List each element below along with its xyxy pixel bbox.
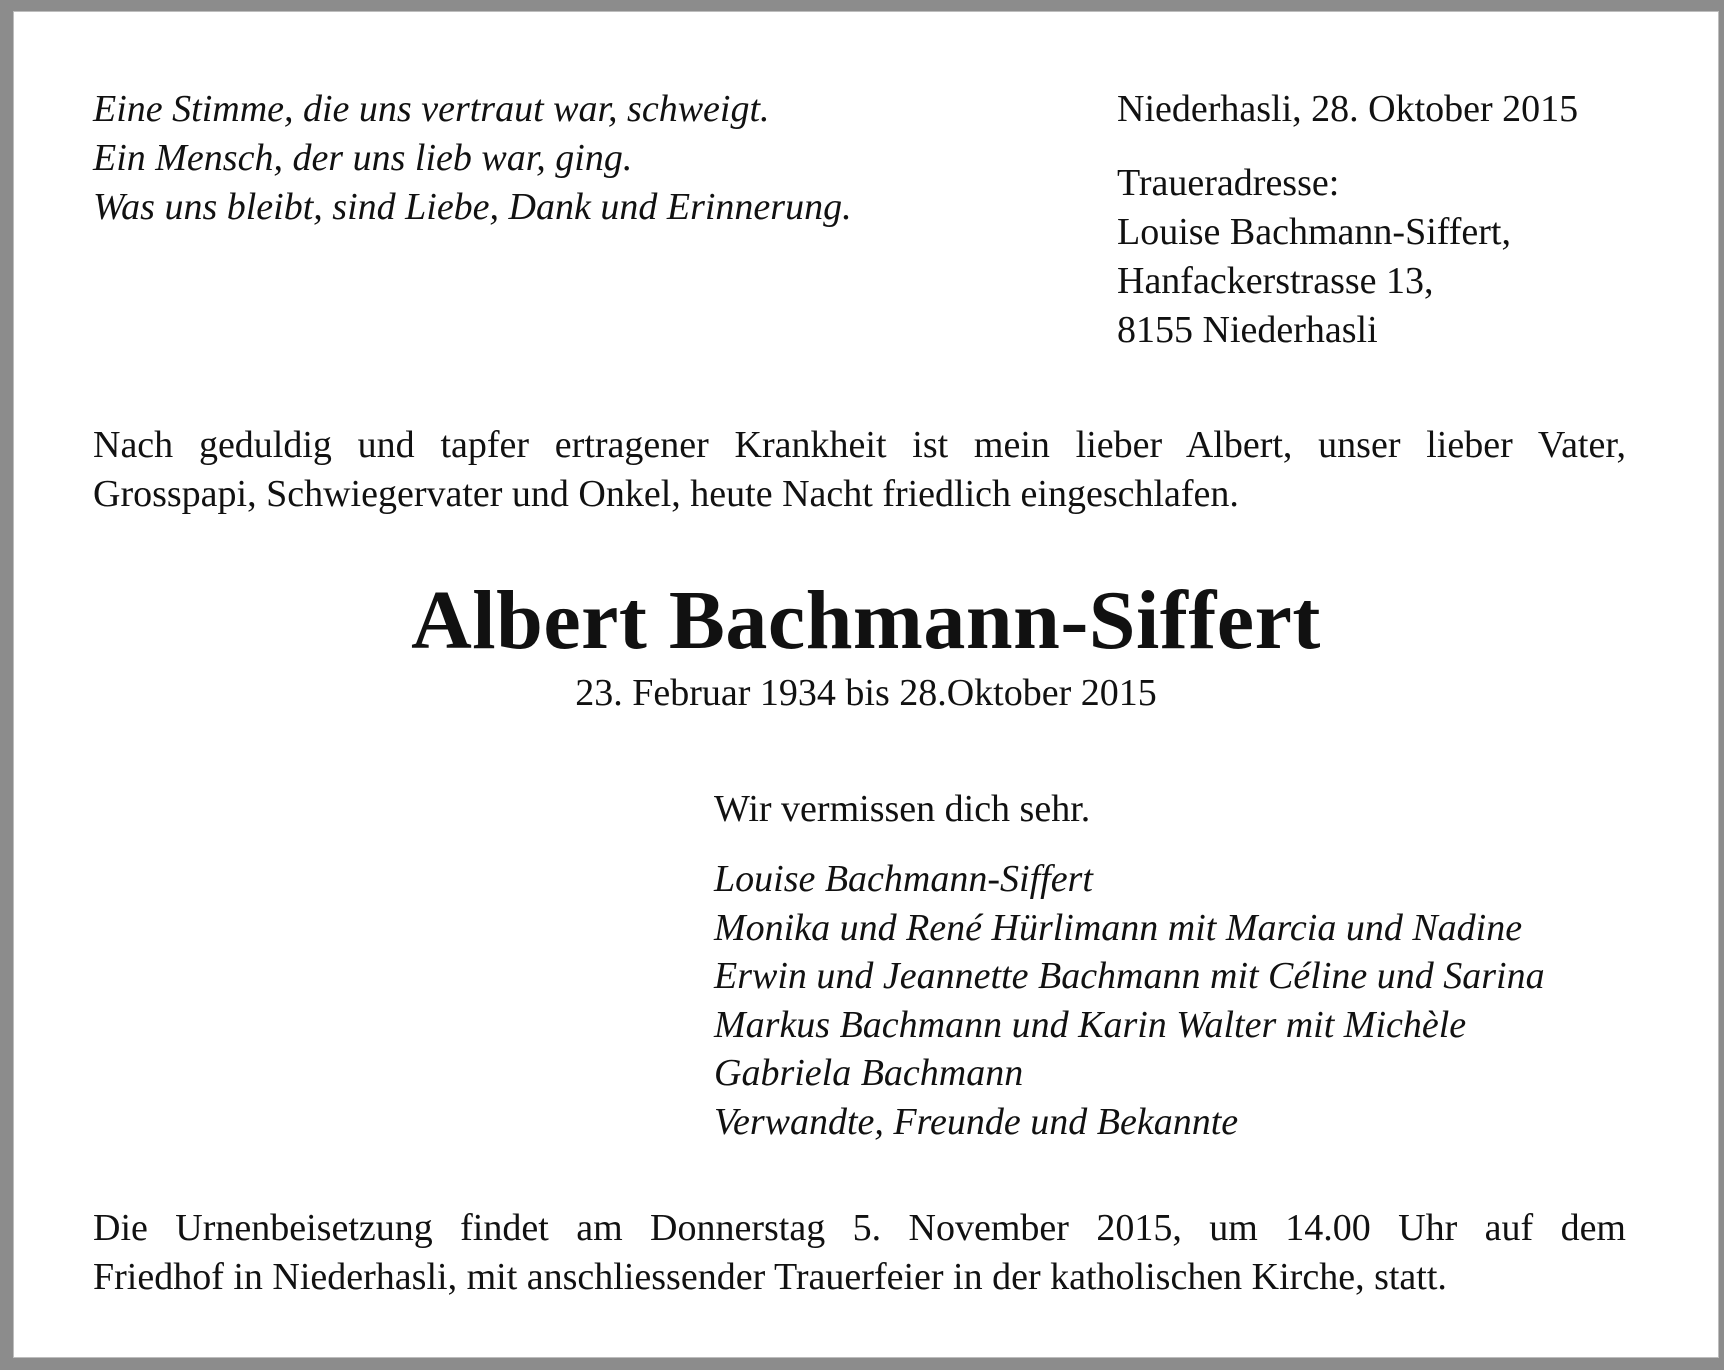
mourners-list (714, 855, 1545, 1146)
mourning-address (1117, 159, 1511, 355)
mourner-name: Gabriela Bachmann (714, 1052, 1024, 1094)
notice-line: Grosspapi, Schwiegervater und Onkel, heute Nacht friedlich eingeschlafen. (93, 473, 1239, 515)
mourner-name: Markus Bachmann und Karin Walter mit Michèle (714, 1003, 1467, 1046)
notice-line: Nach geduldig und tapfer ertragener Krankheit ist mein lieber Albert, unser lieber Vater, (93, 424, 1626, 466)
address-line: Hanfackerstrasse 13, (1117, 260, 1434, 302)
poem-line: Ein Mensch, der uns lieb war, ging. (93, 137, 633, 179)
poem-line: Eine Stimme, die uns vertraut war, schweigt. (93, 88, 770, 130)
mourner-name: Verwandte, Freunde und Bekannte (714, 1100, 1239, 1143)
obituary-notice (13, 11, 1719, 1358)
address-line: Louise Bachmann-Siffert, (1117, 211, 1511, 253)
death-notice-text (93, 421, 1626, 519)
mourner-name: Erwin und Jeannette Bachmann mit Céline und Sarina (714, 955, 1545, 997)
place-and-date: Niederhasli, 28. Oktober 2015 (1117, 88, 1579, 130)
ceremony-info (93, 1204, 1626, 1302)
address-label: Traueradresse: (1117, 162, 1340, 204)
deceased-name: Albert Bachmann-Siffert (411, 574, 1321, 667)
mourner-name: Monika und René Hürlimann mit Marcia und Nadine (714, 906, 1523, 949)
life-dates: 23. Februar 1934 bis 28.Oktober 2015 (575, 672, 1157, 714)
address-line: 8155 Niederhasli (1117, 309, 1378, 351)
memorial-poem (93, 85, 852, 232)
mourner-name: Louise Bachmann-Siffert (714, 858, 1093, 900)
mourners-intro: Wir vermissen dich sehr. (714, 788, 1091, 830)
ceremony-line: Die Urnenbeisetzung findet am Donnerstag 5. November 2015, um 14.00 Uhr auf dem (93, 1207, 1626, 1249)
ceremony-line: Friedhof in Niederhasli, mit anschliessender Trauerfeier in der katholischen Kirche, statt. (93, 1256, 1447, 1298)
poem-line: Was uns bleibt, sind Liebe, Dank und Erinnerung. (93, 186, 852, 228)
